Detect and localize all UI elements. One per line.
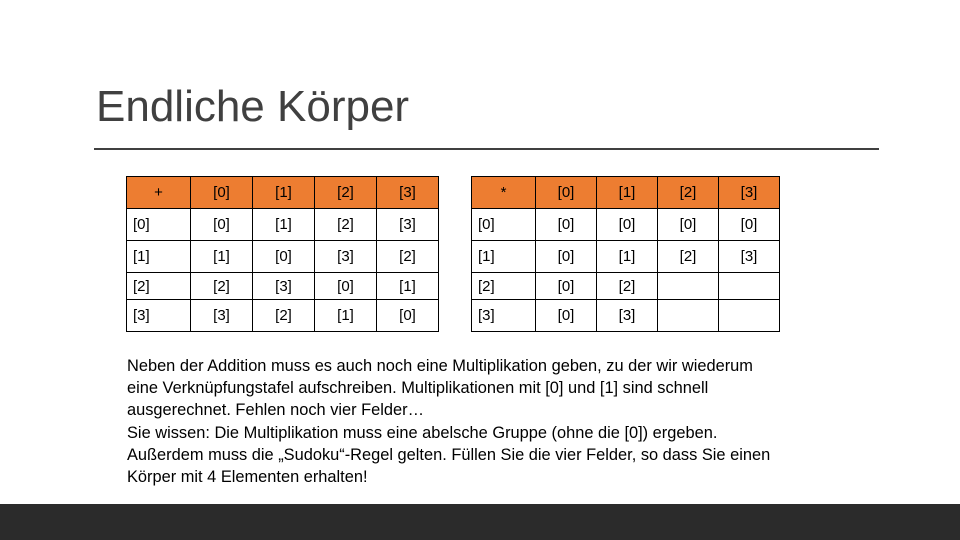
addition-operator-cell: + xyxy=(127,177,191,209)
addition-col-header: [2] xyxy=(315,177,377,209)
addition-table xyxy=(126,176,439,332)
multiplication-col-header: [1] xyxy=(597,177,658,209)
addition-cell: [1] xyxy=(253,209,315,241)
addition-cell: [0] xyxy=(315,273,377,300)
multiplication-cell: [1] xyxy=(597,241,658,273)
addition-row xyxy=(127,273,439,300)
multiplication-cell: [0] xyxy=(597,209,658,241)
multiplication-row-header: [0] xyxy=(472,209,536,241)
addition-col-header: [1] xyxy=(253,177,315,209)
multiplication-cell: [0] xyxy=(536,300,597,332)
multiplication-empty-cell xyxy=(658,300,719,332)
multiplication-row-header: [2] xyxy=(472,273,536,300)
addition-cell: [2] xyxy=(377,241,439,273)
addition-row xyxy=(127,300,439,332)
addition-cell: [2] xyxy=(191,273,253,300)
addition-cell: [3] xyxy=(253,273,315,300)
addition-cell: [3] xyxy=(377,209,439,241)
addition-header-row xyxy=(127,177,439,209)
multiplication-table xyxy=(471,176,780,332)
addition-cell: [0] xyxy=(253,241,315,273)
multiplication-cell: [0] xyxy=(658,209,719,241)
addition-col-header: [0] xyxy=(191,177,253,209)
multiplication-cell: [0] xyxy=(536,209,597,241)
addition-cell: [2] xyxy=(253,300,315,332)
multiplication-operator-cell: * xyxy=(472,177,536,209)
addition-cell: [0] xyxy=(377,300,439,332)
multiplication-row xyxy=(472,241,780,273)
multiplication-cell: [0] xyxy=(536,273,597,300)
multiplication-empty-cell xyxy=(719,273,780,300)
description-text xyxy=(127,355,777,488)
multiplication-empty-cell xyxy=(719,300,780,332)
multiplication-col-header: [2] xyxy=(658,177,719,209)
description-paragraph: Sie wissen: Die Multiplikation muss eine abelsche Gruppe (ohne die [0]) ergeben. Außerdem muss die „Sudoku“-Regel gelten. Füllen Sie die vier Felder, so dass Sie einen Körper mit 4 Elementen erhalten! xyxy=(127,423,771,487)
multiplication-cell: [0] xyxy=(719,209,780,241)
multiplication-empty-cell xyxy=(658,273,719,300)
description-paragraph: Neben der Addition muss es auch noch eine Multiplikation geben, zu der wir wiederum eine Verknüpfungstafel aufschreiben. Multiplikationen mit [0] und [1] sind schnell ausgerechnet. Fehlen noch vier Felder… xyxy=(127,357,753,420)
multiplication-cell: [0] xyxy=(536,241,597,273)
addition-row-header: [1] xyxy=(127,241,191,273)
multiplication-cell: [2] xyxy=(658,241,719,273)
slide-title: Endliche Körper xyxy=(96,82,410,131)
addition-cell: [3] xyxy=(191,300,253,332)
multiplication-cell: [2] xyxy=(597,273,658,300)
multiplication-col-header: [0] xyxy=(536,177,597,209)
multiplication-cell: [3] xyxy=(719,241,780,273)
footer-bar xyxy=(0,504,960,540)
multiplication-header-row xyxy=(472,177,780,209)
multiplication-col-header: [3] xyxy=(719,177,780,209)
addition-cell: [0] xyxy=(191,209,253,241)
addition-col-header: [3] xyxy=(377,177,439,209)
addition-row xyxy=(127,241,439,273)
addition-row-header: [3] xyxy=(127,300,191,332)
multiplication-row-header: [1] xyxy=(472,241,536,273)
multiplication-row xyxy=(472,300,780,332)
addition-row-header: [0] xyxy=(127,209,191,241)
addition-cell: [3] xyxy=(315,241,377,273)
multiplication-cell: [3] xyxy=(597,300,658,332)
addition-cell: [2] xyxy=(315,209,377,241)
addition-cell: [1] xyxy=(377,273,439,300)
addition-row xyxy=(127,209,439,241)
addition-row-header: [2] xyxy=(127,273,191,300)
multiplication-row xyxy=(472,273,780,300)
addition-cell: [1] xyxy=(315,300,377,332)
addition-cell: [1] xyxy=(191,241,253,273)
multiplication-row-header: [3] xyxy=(472,300,536,332)
title-divider xyxy=(94,148,879,150)
multiplication-row xyxy=(472,209,780,241)
